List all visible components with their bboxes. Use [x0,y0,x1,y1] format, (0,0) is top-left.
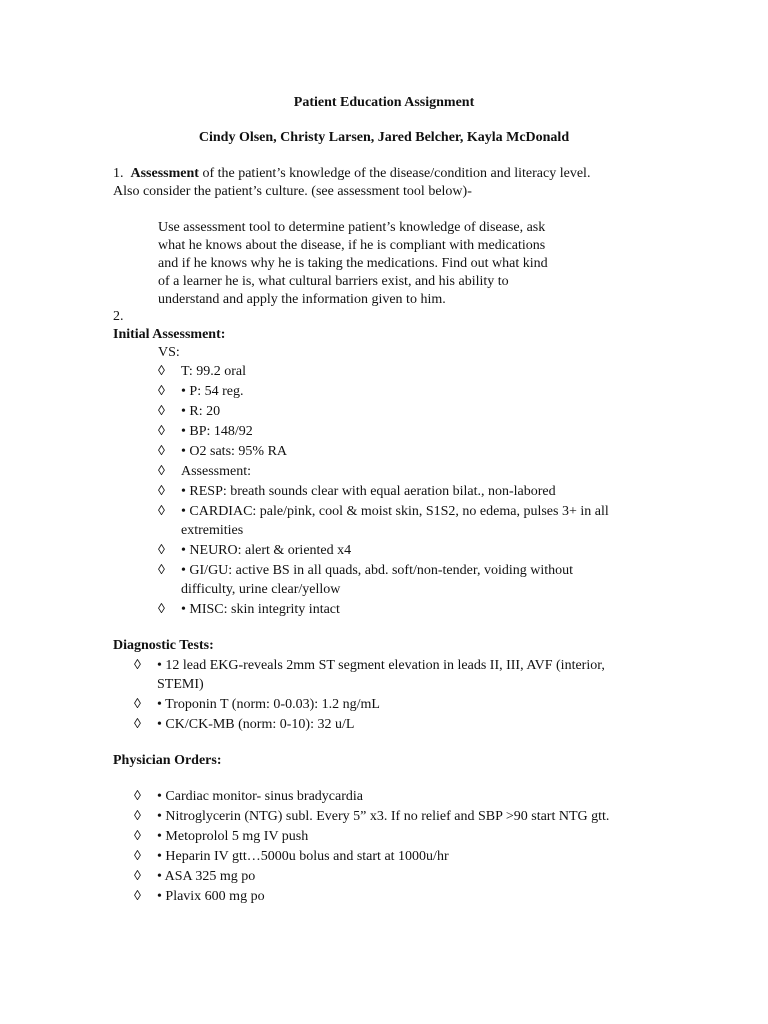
list-item-text: • 12 lead EKG-reveals 2mm ST segment elevation in leads II, III, AVF (interior, [157,658,605,673]
diamond-bullet-icon: ◊ [134,717,141,732]
list-item-text: • Cardiac monitor- sinus bradycardia [157,789,364,804]
paragraph-line: understand and apply the information given to him. [158,292,446,307]
diamond-bullet-icon: ◊ [158,602,165,617]
diamond-bullet-icon: ◊ [158,364,165,379]
diamond-bullet-icon: ◊ [158,384,165,399]
assessment-tool-paragraph [158,219,588,309]
diamond-bullet-icon: ◊ [134,658,141,673]
list-item-text: • BP: 148/92 [181,424,253,439]
diamond-bullet-icon: ◊ [134,809,141,824]
list-item-text: STEMI) [157,677,204,692]
list-item-text: • Metoprolol 5 mg IV push [157,829,309,844]
list-item-text: extremities [181,523,244,538]
list-item-text: • ASA 325 mg po [157,869,256,884]
diamond-bullet-icon: ◊ [158,464,165,479]
list-item-text: Assessment: [181,464,251,479]
diamond-bullet-icon: ◊ [134,829,141,844]
diamond-bullet-icon: ◊ [134,697,141,712]
list-item-text: • R: 20 [181,404,221,419]
list-item-text: T: 99.2 oral [181,364,247,379]
list-item-text: • RESP: breath sounds clear with equal aeration bilat., non-labored [181,484,556,499]
diamond-bullet-icon: ◊ [134,849,141,864]
list-item-text: • Nitroglycerin (NTG) subl. Every 5” x3. If no relief and SBP >90 start NTG gtt. [157,809,610,824]
diagnostic-tests-heading: Diagnostic Tests: [113,638,214,653]
diamond-bullet-icon: ◊ [158,484,165,499]
paragraph-line: and if he knows why he is taking the medications. Find out what kind [158,256,548,271]
paragraph-line: what he knows about the disease, if he is compliant with medications [158,238,546,253]
diamond-bullet-icon: ◊ [158,404,165,419]
list-item-text: • Heparin IV gtt…5000u bolus and start at 1000u/hr [157,849,449,864]
list-item-text: • O2 sats: 95% RA [181,444,288,459]
item-1-term: Assessment [130,166,199,181]
list-item-text: • MISC: skin integrity intact [181,602,340,617]
document-title: Patient Education Assignment [293,95,475,110]
list-item-text: • NEURO: alert & oriented x4 [181,543,352,558]
list-item-text: • GI/GU: active BS in all quads, abd. soft/non-tender, voiding without [181,563,574,578]
authors-line: Cindy Olsen, Christy Larsen, Jared Belcher, Kayla McDonald [198,130,570,145]
item-1-line-2: Also consider the patient’s culture. (see assessment tool below)- [113,184,472,199]
initial-assessment-heading: Initial Assessment: [113,327,226,342]
list-item-text: • P: 54 reg. [181,384,244,399]
list-item-text: • CK/CK-MB (norm: 0-10): 32 u/L [157,717,355,732]
item-1-number: 1. [113,166,124,181]
diamond-bullet-icon: ◊ [158,444,165,459]
diamond-bullet-icon: ◊ [134,869,141,884]
diamond-bullet-icon: ◊ [158,424,165,439]
vs-label: VS: [158,345,180,360]
item-2-number: 2. [113,309,124,324]
physician-orders-heading: Physician Orders: [113,753,222,768]
diamond-bullet-icon: ◊ [134,889,141,904]
paragraph-line: of a learner he is, what cultural barriers exist, and his ability to [158,274,509,289]
list-item-text: • Troponin T (norm: 0-0.03): 1.2 ng/mL [157,697,380,712]
diamond-bullet-icon: ◊ [158,543,165,558]
diamond-bullet-icon: ◊ [158,563,165,578]
paragraph-line: Use assessment tool to determine patient’s knowledge of disease, ask [158,220,546,235]
item-1-line-1 [113,165,590,183]
diamond-bullet-icon: ◊ [134,789,141,804]
diamond-bullet-icon: ◊ [158,504,165,519]
list-item-text: • Plavix 600 mg po [157,889,265,904]
list-item-text: • CARDIAC: pale/pink, cool & moist skin, S1S2, no edema, pulses 3+ in all [181,504,609,519]
item-1-text: of the patient’s knowledge of the disease/condition and literacy level. [198,166,591,181]
list-item-text: difficulty, urine clear/yellow [181,582,341,597]
